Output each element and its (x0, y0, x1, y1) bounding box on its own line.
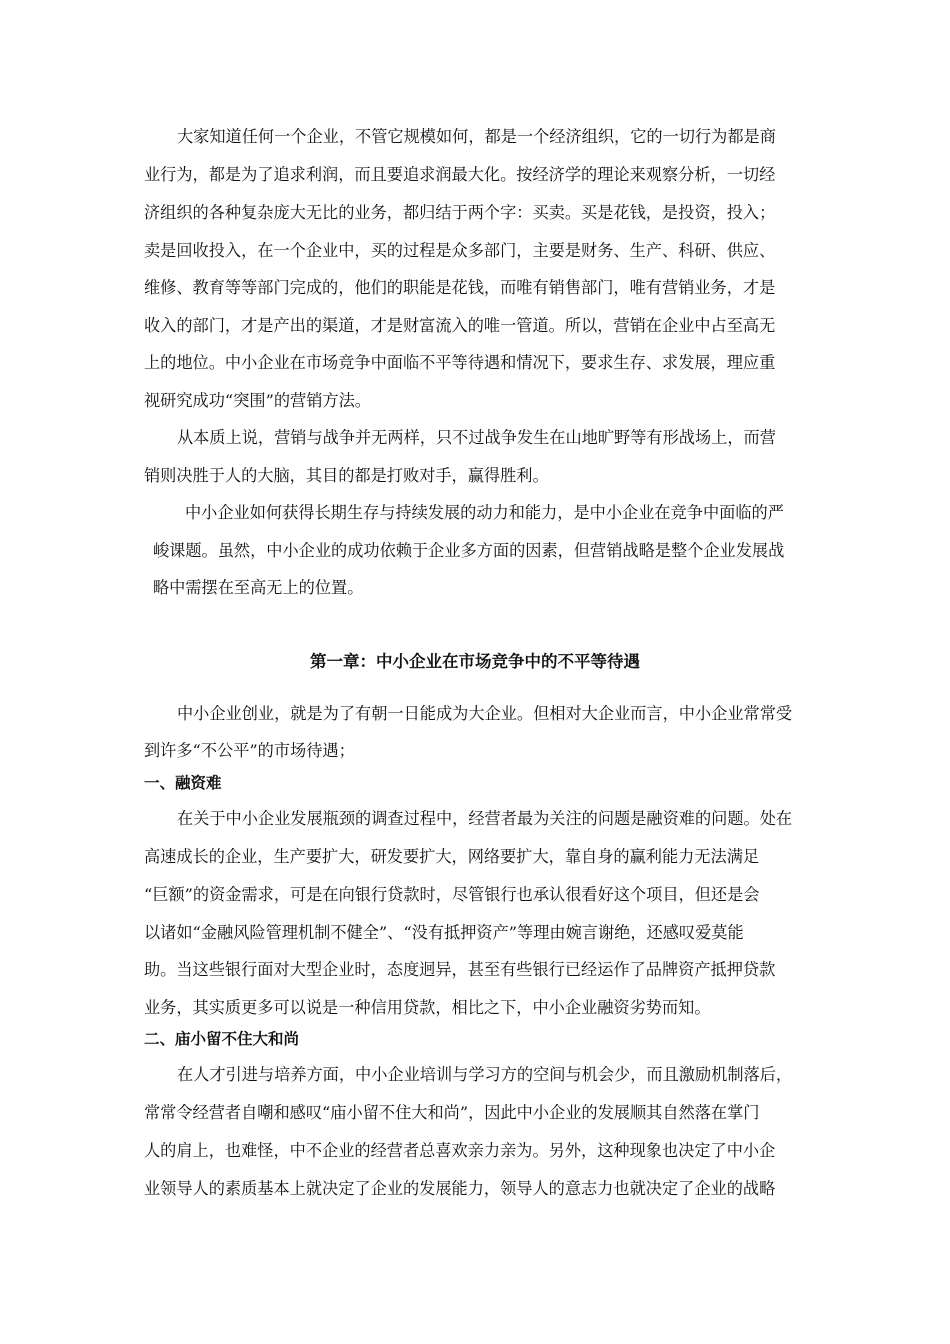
chapter-intro-line-1: 中小企业创业，就是为了有朝一日能成为大企业。但相对大企业而言，中小企业常常受 (177, 704, 793, 723)
intro-p1-line-1: 大家知道任何一个企业，不管它规模如何，都是一个经济组织，它的一切行为都是商 (177, 127, 776, 146)
intro-p3-line-1: 中小企业如何获得长期生存与持续发展的动力和能力，是中小企业在竞争中面临的严 (185, 503, 784, 522)
chapter-intro-line-2: 到许多“不公平”的市场待遇； (144, 741, 355, 760)
section1-line-4: 以诸如“金融风险管理机制不健全”、“没有抵押资产”等理由婉言谢绝，还感叹爱莫能 (144, 923, 744, 942)
intro-p1-line-6: 收入的部门，才是产出的渠道，才是财富流入的唯一管道。所以，营销在企业中占至高无 (144, 316, 776, 335)
section2-line-3: 人的肩上，也难怪，中不企业的经营者总喜欢亲力亲为。另外，这种现象也决定了中小企 (144, 1141, 776, 1160)
section1-line-5: 助。当这些银行面对大型企业时，态度迥异，甚至有些银行已经运作了品牌资产抵押贷款 (144, 960, 776, 979)
section2-line-2: 常常令经营者自嘲和感叹“庙小留不住大和尚”，因此中小企业的发展顺其自然落在掌门 (144, 1103, 760, 1122)
chapter-title: 第一章：中小企业在市场竞争中的不平等待遇 (310, 652, 640, 671)
intro-p1-line-3: 济组织的各种复杂庞大无比的业务，都归结于两个字：买卖。买是花钱，是投资，投入； (144, 203, 776, 222)
section1-line-2: 高速成长的企业，生产要扩大，研发要扩大，网络要扩大，靠自身的赢利能力无法满足 (144, 847, 760, 866)
intro-p3-line-2: 峻课题。虽然，中小企业的成功依赖于企业多方面的因素，但营销战略是整个企业发展战 (153, 541, 785, 560)
section1-line-3: “巨额”的资金需求，可是在向银行贷款时，尽管银行也承认很看好这个项目，但还是会 (144, 885, 760, 904)
intro-p1-line-2: 业行为，都是为了追求利润，而且要追求润最大化。按经济学的理论来观察分析，一切经 (144, 165, 776, 184)
intro-p1-line-5: 维修、教育等等部门完成的，他们的职能是花钱，而唯有销售部门，唯有营销业务，才是 (144, 278, 776, 297)
intro-p1-line-7: 上的地位。中小企业在市场竞争中面临不平等待遇和情况下，要求生存、求发展，理应重 (144, 353, 776, 372)
intro-p1-line-8: 视研究成功“突围”的营销方法。 (144, 391, 371, 410)
section2-line-4: 业领导人的素质基本上就决定了企业的发展能力，领导人的意志力也就决定了企业的战略 (144, 1179, 776, 1198)
intro-p2-line-1: 从本质上说，营销与战争并无两样，只不过战争发生在山地旷野等有形战场上，而营 (177, 428, 776, 447)
section2-line-1: 在人才引进与培养方面，中小企业培训与学习方的空间与机会少，而且激励机制落后， (177, 1065, 793, 1084)
section-heading-talent: 二、庙小留不住大和尚 (144, 1030, 300, 1048)
section1-line-6: 业务，其实质更多可以说是一种信用贷款，相比之下，中小企业融资劣势而知。 (144, 998, 711, 1017)
intro-p2-line-2: 销则决胜于人的大脑，其目的都是打败对手，赢得胜利。 (144, 466, 549, 485)
intro-p3-line-3: 略中需摆在至高无上的位置。 (153, 578, 364, 597)
section-heading-financing: 一、融资难 (144, 774, 222, 792)
intro-p1-line-4: 卖是回收投入，在一个企业中，买的过程是众多部门，主要是财务、生产、科研、供应、 (144, 241, 776, 260)
section1-line-1: 在关于中小企业发展瓶颈的调查过程中，经营者最为关注的问题是融资难的问题。处在 (177, 809, 793, 828)
